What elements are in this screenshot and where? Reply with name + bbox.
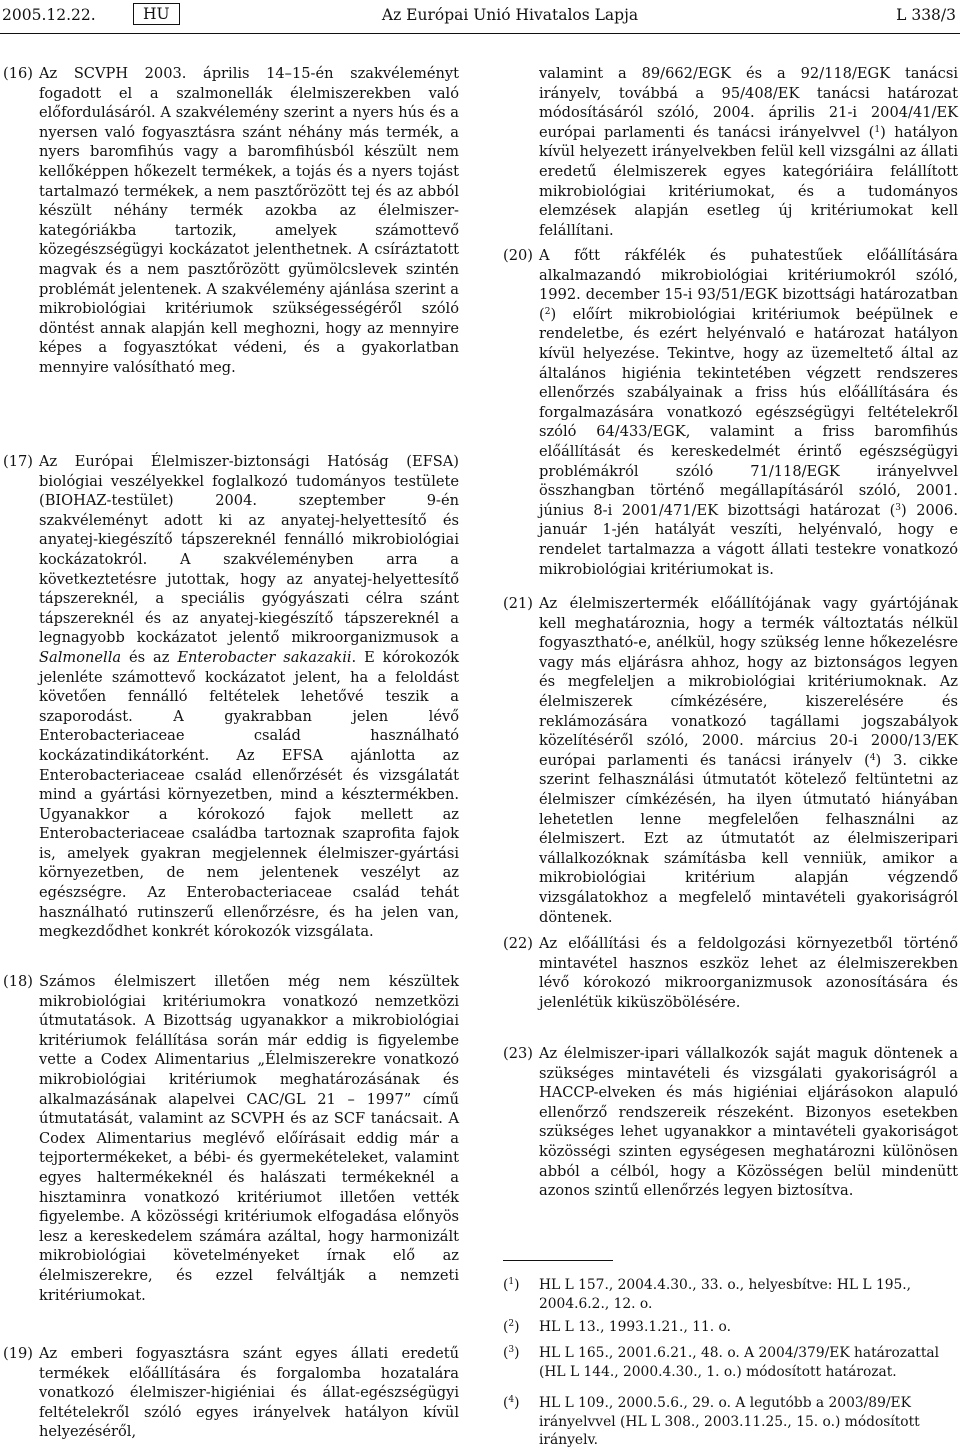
footnote-ref[interactable]: 4 xyxy=(869,752,876,763)
footnote-1 xyxy=(503,1276,958,1313)
recital-text: Az emberi fogyasztásra szánt egyes állati eredetű termékek előállítására és forgalomba hozatalára vonatkozó élelmiszer-higiéniai és állat-egészségügyi feltételekről szóló egyes irányelvek hatályon kívül helyezéséről, xyxy=(39,1345,459,1441)
recital-23 xyxy=(503,1044,958,1201)
footnote-2 xyxy=(503,1318,958,1337)
recital-text: Az élelmiszertermék előállítójának vagy gyártójának kell meghatároznia, hogy a termék változtatás nélkül fogyasztható-e, anélkül, hogy szükség lenne hőkezelésre vagy más eljárásra ahhoz, hogy az biztonságos legyen és megfeleljen a mikrobiológiai kritériumoknak. Az élelmiszerek címkézésére, kiszerelésére és reklámozására vonatkozó tagállami jogszabályok közelítéséről szóló, 2000. március 20-i 2000/13/EK európai parlamenti és tanácsi irányelv ($^4$) 3. cikke szerint felhasználási útmutatót kötelező feltüntetni az élelmiszer címkézésén, ha ilyen útmutató hiányában lehetetlen lenne megfelelően felhasználni az élelmiszert. Ezt az útmutatót az élelmiszeripari vállalkozóknak számításba kell venniük, amikor a mikrobiológiai kritérium alapján végzendő vizsgálatokhoz a megfelelő mintavételi gyakoriságról döntenek. xyxy=(539,595,958,926)
recital-number: (22) xyxy=(503,935,533,952)
page-header xyxy=(0,0,960,34)
species-name: Enterobacter sakazakii xyxy=(177,648,352,666)
recital-16 xyxy=(3,64,459,378)
recital-number: (17) xyxy=(3,453,33,470)
footnote-number: ($^4$) xyxy=(503,1395,520,1411)
footnote-text: HL L 157., 2004.4.30., 33. o., helyesbítve: HL L 195., 2004.6.2., 12. o. xyxy=(539,1277,912,1312)
recital-21 xyxy=(503,594,958,927)
recital-20 xyxy=(503,246,958,579)
recital-number: (20) xyxy=(503,247,533,264)
journal-title: Az Európai Unió Hivatalos Lapja xyxy=(381,6,639,24)
footnote-number: ($^1$) xyxy=(503,1277,520,1293)
recital-text: valamint a 89/662/EGK és a 92/118/EGK tanácsi irányelv, továbbá a 95/408/EK tanácsi határozat módosításáról szóló, 2004. április 21-i 2004/41/EK európai parlamenti és tanácsi irányelvvel ($^1$) hatályon kívül helyezett irányelvekben felül kell vizsgálni az állati eredetű élelmiszerek egyes kategóriáira felállított mikrobiológiai kritériumokat, és a tudományos elemzések alapján esetleg új kritériumokat kell felállítani. xyxy=(539,65,958,239)
recital-text: A főtt rákfélék és puhatestűek előállítására alkalmazandó mikrobiológiai kritériumokról szóló, 1992. december 15-i 93/51/EGK bizottsági határozatban ($^2$) előírt mikrobiológiai kritériumok beépülnek e rendeletbe, és ezért helyénvaló e határozat hatályon kívül helyezése. Tekintve, hogy az üzemeltető által az általános higiénia tekintetében végzett rendszeres ellenőrzés szabályainak a friss hús előállítására és forgalmazására vonatkozó egészségügyi feltételekről szóló 64/433/EGK, valamint a friss baromfihús előállítását és kereskedelmét érintő egészségügyi problémákról szóló 71/118/EGK irányelvvel összhangban történő megállapításáról szóló, 2001. június 8-i 2001/471/EK bizottsági határozat ($^3$) 2006. január 1-jén hatályát veszíti, helyénvaló, hogy e rendelet tartalmazza a vágott állati testekre vonatkozó mikrobiológiai kritériumokat is. xyxy=(539,247,958,578)
footnote-separator xyxy=(503,1260,613,1261)
footnote-ref[interactable]: 3 xyxy=(895,502,902,513)
recital-number: (16) xyxy=(3,65,33,82)
recital-number: (19) xyxy=(3,1345,33,1362)
recital-18 xyxy=(3,972,459,1305)
footnote-3 xyxy=(503,1344,958,1381)
recital-19 xyxy=(3,1344,459,1442)
recital-17 xyxy=(3,452,459,942)
footnote-ref[interactable]: 1 xyxy=(874,124,881,135)
footnote-text: HL L 109., 2000.5.6., 29. o. A legutóbb a 2003/89/EK irányelvvel (HL L 308., 2003.11.25., 15. o.) módosított irányelv. xyxy=(539,1395,920,1448)
species-name: Salmonella xyxy=(39,648,122,666)
footnote-number: ($^3$) xyxy=(503,1345,520,1361)
recital-number: (23) xyxy=(503,1045,533,1062)
footnote-number: ($^2$) xyxy=(503,1319,520,1335)
recital-19-continued xyxy=(503,64,958,240)
footnote-4 xyxy=(503,1394,958,1450)
recital-22 xyxy=(503,934,958,1012)
recital-text: Az élelmiszer-ipari vállalkozók saját maguk döntenek a szükséges mintavételi és vizsgálati gyakoriságról a HACCP-elveken és más higiéniai eljárásokon alapuló ellenőrző rendszereik részeként. Bizonyos esetekben szükséges lehet ugyanakkor a mintavételi gyakoriságot közösségi szinten egységesen meghatározni különösen abból a célból, hogy a Közösségen belül mindenütt azonos szintű ellenőrzés legyen biztosítva. xyxy=(539,1045,958,1200)
recital-text: Az előállítási és a feldolgozási környezetből történő mintavétel hasznos eszköz lehet az élelmiszerekben lévő kórokozó mikroorganizmusok azonosítására és jelenlétük kiküszöbölésére. xyxy=(539,935,958,1011)
language-code-box: HU xyxy=(133,3,180,25)
recital-number: (18) xyxy=(3,973,33,990)
footnote-ref[interactable]: 2 xyxy=(544,306,551,317)
recital-number: (21) xyxy=(503,595,533,612)
recital-text: Az SCVPH 2003. április 14–15-én szakvéleményt fogadott el a szalmonellák élelmiszerekben való előfordulásáról. A szakvélemény szerint a nyers hús és a nyersen való fogyasztásra szánt néhány más termék, a nyers baromfihús vagy a baromfihúsból készült nem kellőképpen hőkezelt termékek, a tojás és a nyers tojást tartalmazó termékek, a nem pasztőrözött tej és az abból készült néhány termék azokba az élelmiszer-kategóriákba tartozik, amelyek számottevő közegészségügyi kockázatot jelenthetnek. A csíráztatott magvak és a nem pasztőrözött gyümölcslevek szintén problémát jelentenek. A szakvélemény ajánlása szerint a mikrobiológiai kritériumok szükségességéről szóló döntést annak alapján kell meghozni, hogy az mennyire képes a fogyasztókat védeni, és a gyakorlatban mennyire valósítható meg. xyxy=(39,65,459,376)
recital-text: Számos élelmiszert illetően még nem készültek mikrobiológiai kritériumokra vonatkozó nemzetközi útmutatások. A Bizottság ugyanakkor a mikrobiológiai kritériumok felállítása során már eddig is figyelembe vette a Codex Alimentarius „Élelmiszerekre vonatkozó mikrobiológiai kritériumok meghatározásának és alkalmazásának alapelvei CAC/GL 21 – 1997” című útmutatását, valamint az SCVPH és az SCF tanácsait. A Codex Alimentarius meglévő előírásait eddig már a tejportermékeket, a bébi- és gyermekételeket, valamint egyes haltermékeknél és halászati termékeknél a hisztaminra vonatkozó kritériumot illetően vették figyelembe. A közösségi kritériumok elfogadása előnyös lesz a kereskedelem számára azáltal, hogy harmonizált mikrobiológiai követelményeket írnak elő az élelmiszerekre, és ezzel felváltják a nemzeti kritériumokat. xyxy=(39,973,459,1304)
footnote-text: HL L 13., 1993.1.21., 11. o. xyxy=(539,1319,731,1335)
footnote-text: HL L 165., 2001.6.21., 48. o. A 2004/379/EK határozattal (HL L 144., 2000.4.30., 1. o.) módosított határozat. xyxy=(539,1345,940,1380)
publication-date: 2005.12.22. xyxy=(2,6,96,24)
header-rule xyxy=(0,33,960,34)
recital-text: Az Európai Élelmiszer-biztonsági Hatóság (EFSA) biológiai veszélyekkel foglalkozó tudományos testülete (BIOHAZ-testület) 2004. szeptember 9-én szakvéleményt adott ki az anyatej-helyettesítő és anyatej-kiegészítő tápszereknél fennálló mikrobiológiai kockázatokról. A szakvéleményben arra a következtetésre jutottak, hogy az anyatej-helyettesítő tápszereknél, a speciális gyógyászati célra szánt tápszereknél és az anyatej-kiegészítő tápszereknél a legnagyobb kockázatot jelentő mikroorganizmusok a Salmonella és az Enterobacter sakazakii. E kórokozók jelenléte számottevő kockázatot jelent, ha a feloldást követően fennálló feltételek lehetővé teszik a szaporodást. A gyakrabban jelen lévő Enterobacteriaceae család használható kockázatindikátorként. Az EFSA ajánlotta az Enterobacteriaceae család ellenőrzését és vizsgálatát mind a gyártási környezetben, mind a késztermékben. Ugyanakkor a kórokozó fajok mellett az Enterobacteriaceae családba tartoznak szaprofita fajok is, amelyek gyakran megjelennek élelmiszer-gyártási környezetben, de nem jelentenek veszélyt az egészségre. Az Enterobacteriaceae család tehát használható rutinszerű ellenőrzésre, és ha jelen van, megkezdődhet konkrét kórokozók vizsgálata. xyxy=(39,453,459,941)
page-number: L 338/3 xyxy=(896,6,956,24)
